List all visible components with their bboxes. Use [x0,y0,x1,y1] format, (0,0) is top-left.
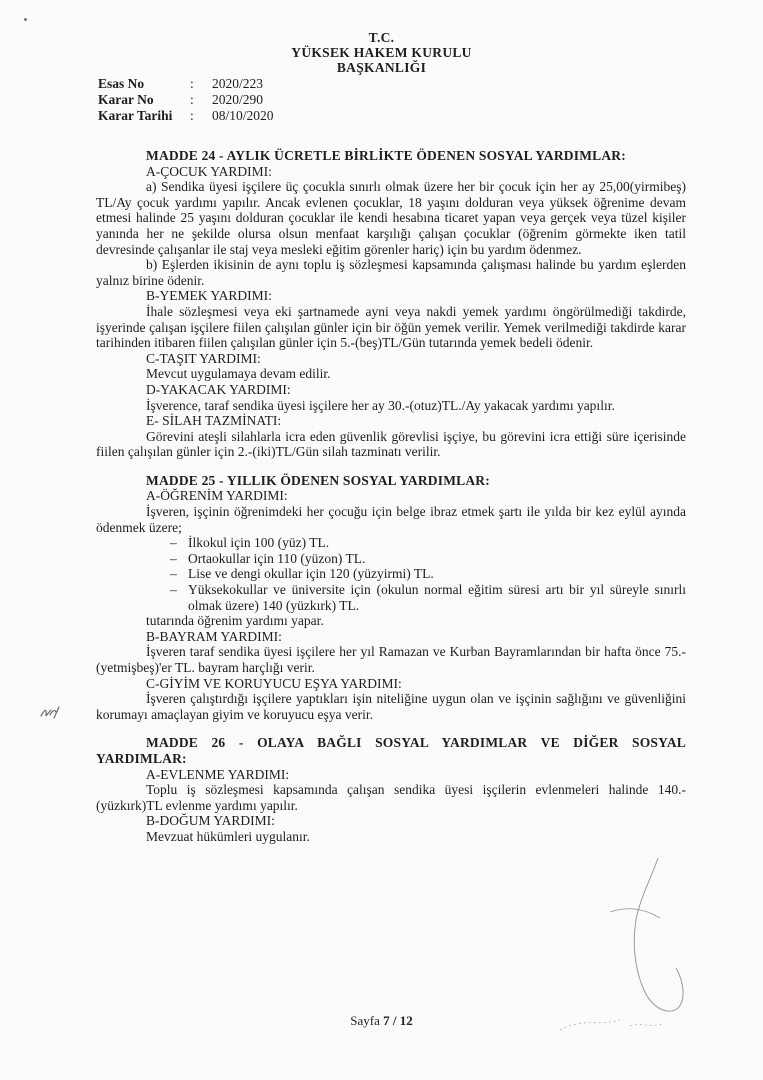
page-label: Sayfa [350,1013,380,1028]
paragraph: b) Eşlerden ikisinin de aynı toplu iş sözleşmesi kapsamında çalışması halinde bu yardım eşlerden yalnız birine ödenir. [96,257,686,288]
case-info-value: 2020/223 [212,76,264,91]
header-line-office: BAŞKANLIĞI [336,60,427,75]
case-info-label: Karar Tarihi [98,108,173,123]
paragraph: İşveren çalıştırdığı işçilere yaptıkları işin niteliğine uygun olan ve işçinin sağlığını ve güvenliğini korumayı amaçlayan giyim ve koruyucu eşya verir. [96,691,686,722]
section-heading: A-ÇOCUK YARDIMI: [146,163,272,179]
paragraph: Mevcut uygulamaya devam edilir. [146,366,331,382]
article-25-title: MADDE 25 - YILLIK ÖDENEN SOSYAL YARDIMLAR: [146,472,490,488]
article-26-title: MADDE 26 - OLAYA BAĞLI SOSYAL YARDIMLAR VE DİĞER SOSYAL YARDIMLAR: [96,735,686,766]
case-info-label: Esas No [98,76,145,91]
page-footer [0,1013,763,1029]
paragraph: İşveren, işçinin öğrenimdeki her çocuğu için belge ibraz etmek şartı ile yılda bir kez eylül ayında ödenmek üzere; [96,504,686,535]
case-info-row: Karar No : 2020/290 [98,92,264,107]
section-heading: A-EVLENME YARDIMI: [146,766,290,782]
article-24-title: MADDE 24 - AYLIK ÜCRETLE BİRLİKTE ÖDENEN SOSYAL YARDIMLAR: [146,148,626,163]
list-item: – Ortaokullar için 110 (yüzon) TL. [170,551,686,567]
paragraph: İhale sözleşmesi veya eki şartnamede ayni veya nakdi yemek yardımı öngörülmediği takdirde, işyerinde çalışan işçilere fiilen çalışılan günler için bir öğün yemek verilir. Yemek verilmediği takdirde karar tarihinden itibaren fiilen çalışılan günler için 5.-(beş)TL/Gün tutarında yemek bedeli ödenir. [96,303,686,351]
paragraph: a) Sendika üyesi işçilere üç çocukla sınırlı olmak üzere her bir çocuk için her ay 25,00(yirmibeş) TL/Ay çocuk yardımı yapılır. Ancak evlenen çocuklar, 18 yaşını dolduran veya yüksek öğrenime devam etmesi halinde 25 yaşını dolduran çocuklar ile kendi hesabına ticaret yapan veya gerçek veya tüzel kişiler yanında her ne şekilde olursa olsun menfaat karşılığı çalışan çocuklar (öğrenim görmekte iken tatil devresinde çalışanlar ile staj veya mesleki eğitim görenler hariç) için bu yardım ödenmez. [96,179,686,257]
case-info-value: 08/10/2020 [212,108,274,123]
paragraph: Toplu iş sözleşmesi kapsamında çalışan sendika üyesi işçilerin evlenmeleri halinde 140.-(yüzkırk)TL evlenme yardımı yapılır. [96,782,686,813]
paragraph: tutarında öğrenim yardımı yapar. [146,613,324,629]
page-number: 7 / 12 [383,1013,413,1028]
section-heading: C-TAŞIT YARDIMI: [146,350,261,366]
paragraph: Mevzuat hükümleri uygulanır. [146,828,310,844]
section-heading: D-YAKACAK YARDIMI: [146,381,291,397]
education-amount-list [96,535,686,613]
case-info-row: Esas No : 2020/223 [98,76,264,91]
list-item: – İlkokul için 100 (yüz) TL. [170,535,686,551]
scan-speck [24,18,27,21]
case-info-value: 2020/290 [212,92,264,107]
section-heading: B-YEMEK YARDIMI: [146,288,272,304]
case-info-row: Karar Tarihi : 08/10/2020 [98,108,274,123]
document-body [96,148,686,845]
case-info [98,76,274,124]
section-heading: C-GİYİM VE KORUYUCU EŞYA YARDIMI: [146,675,402,691]
paragraph: İşveren taraf sendika üyesi işçilere her yıl Ramazan ve Kurban Bayramlarından bir hafta önce 75.-(yetmişbeş)'er TL. bayram harçlığı verir. [96,644,686,675]
case-info-label: Karar No [98,92,154,107]
section-heading: A-ÖĞRENİM YARDIMI: [146,488,288,504]
section-heading: E- SİLAH TAZMİNATI: [146,413,282,429]
paragraph: İşverence, taraf sendika üyesi işçilere her ay 30.-(otuz)TL./Ay yakacak yardımı yapılır. [146,397,615,413]
signature-scribble [540,850,710,1040]
list-item: – Lise ve dengi okullar için 120 (yüzyirmi) TL. [170,566,686,582]
list-item: – Yüksekokullar ve üniversite için (okulun normal eğitim süresi artı bir yıl süreyle sınırlı olmak üzere) 140 (yüzkırk) TL. [170,582,686,613]
section-heading: B-BAYRAM YARDIMI: [146,628,282,644]
header-line-institution: YÜKSEK HAKEM KURULU [291,45,472,60]
section-heading: B-DOĞUM YARDIMI: [146,813,275,829]
document-header [0,30,763,75]
margin-initials-mark [38,700,62,724]
header-line-tc: T.C. [368,30,395,45]
paragraph: Görevini ateşli silahlarla icra eden güvenlik görevlisi işçiye, bu görevini icra ettiği süre içerisinde fiilen çalışılan günler için 2.-(iki)TL/Gün silah tazminatı verilir. [96,428,686,460]
